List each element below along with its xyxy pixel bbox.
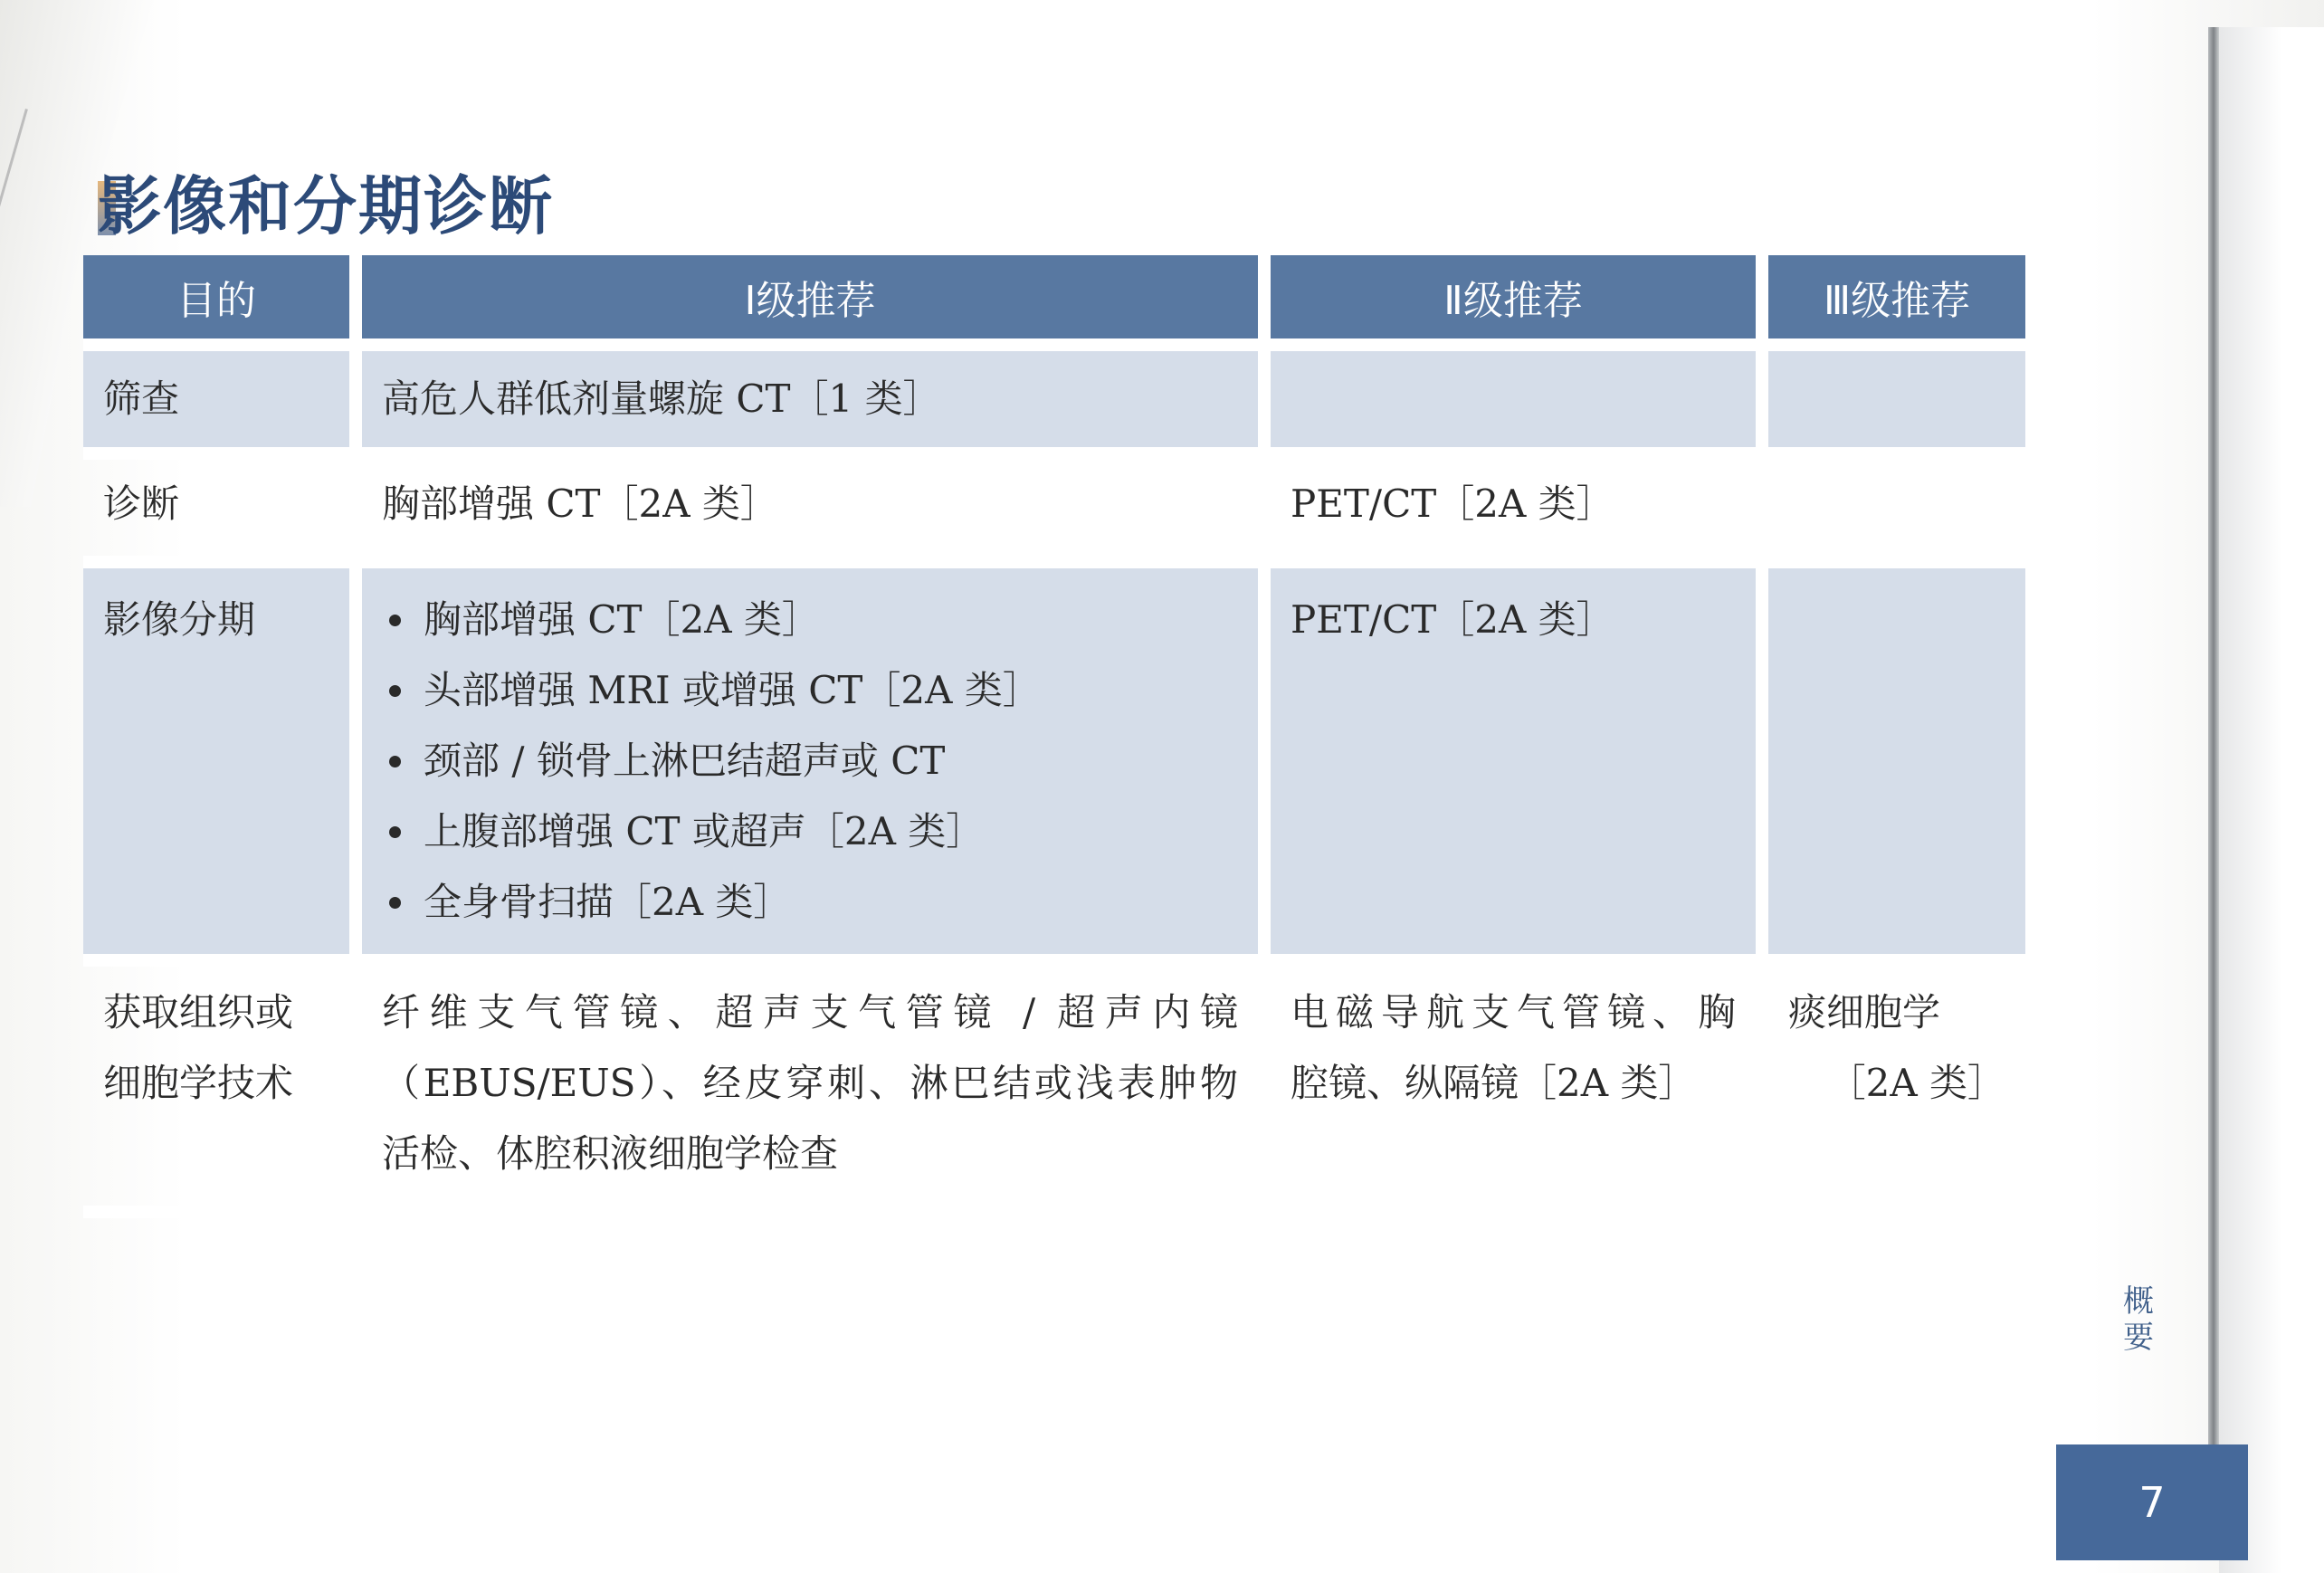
header-purpose: 目的 xyxy=(83,255,349,351)
table-header-row xyxy=(83,255,2025,351)
cell-level-1: 高危人群低剂量螺旋 CT［1 类］ xyxy=(362,351,1258,460)
bullet-list xyxy=(382,585,1238,938)
table-row-tissue-acquisition xyxy=(83,967,2025,1218)
binding-fade xyxy=(2219,27,2324,1573)
cell-level-3 xyxy=(1768,568,2025,967)
table-row-imaging-staging xyxy=(83,568,2025,967)
list-item: 头部增强 MRI 或增强 CT［2A 类］ xyxy=(382,655,1238,726)
text-line: （EBUS/EUS）、经皮穿刺、淋巴结或浅表肿物 xyxy=(382,1061,1238,1105)
cell-level-3 xyxy=(1768,460,2025,568)
page-number: 7 xyxy=(2138,1478,2166,1527)
page-number-tab xyxy=(2056,1444,2248,1560)
cell-level-1: 胸部增强 CT［2A 类］ xyxy=(362,460,1258,568)
text-line: 活检、体腔积液细胞学检查 xyxy=(382,1131,839,1176)
header-level-2: Ⅱ级推荐 xyxy=(1271,255,1756,351)
header-level-1: Ⅰ级推荐 xyxy=(362,255,1258,351)
page-title: 影像和分期诊断 xyxy=(98,169,554,243)
list-item: 胸部增强 CT［2A 类］ xyxy=(382,585,1238,655)
header-level-3: Ⅲ级推荐 xyxy=(1768,255,2025,351)
list-item: 颈部 / 锁骨上淋巴结超声或 CT xyxy=(382,726,1238,796)
text-line: ［2A 类］ xyxy=(1827,1061,2005,1105)
recommendation-table xyxy=(71,255,2038,1218)
side-label-char: 概 xyxy=(2123,1283,2154,1320)
side-label-char: 要 xyxy=(2123,1320,2154,1356)
cell-level-2 xyxy=(1271,967,1756,1218)
table-row-diagnosis xyxy=(83,460,2025,568)
cell-level-2: PET/CT［2A 类］ xyxy=(1271,568,1756,967)
purpose-line: 获取组织或 xyxy=(103,990,294,1034)
text-line: 腔镜、纵隔镜［2A 类］ xyxy=(1291,1061,1697,1105)
table-row-screening xyxy=(83,351,2025,460)
text-line: 痰细胞学 xyxy=(1788,990,1941,1034)
cell-level-2: PET/CT［2A 类］ xyxy=(1271,460,1756,568)
purpose-line: 细胞学技术 xyxy=(103,1061,294,1105)
cell-level-3 xyxy=(1768,351,2025,460)
list-item: 上腹部增强 CT 或超声［2A 类］ xyxy=(382,796,1238,867)
cell-level-2 xyxy=(1271,351,1756,460)
cell-purpose: 影像分期 xyxy=(83,568,349,967)
cell-purpose: 筛查 xyxy=(83,351,349,460)
list-item: 全身骨扫描［2A 类］ xyxy=(382,867,1238,938)
section-side-label xyxy=(2116,1283,2161,1356)
cell-level-1 xyxy=(362,967,1258,1218)
binding-shadow xyxy=(2208,27,2219,1548)
cell-level-1 xyxy=(362,568,1258,967)
cell-purpose xyxy=(83,967,349,1218)
text-line: 纤维支气管镜、超声支气管镜 / 超声内镜 xyxy=(382,990,1238,1034)
cell-purpose: 诊断 xyxy=(83,460,349,568)
cell-level-3 xyxy=(1768,967,2025,1218)
text-line: 电磁导航支气管镜、胸 xyxy=(1291,990,1736,1034)
